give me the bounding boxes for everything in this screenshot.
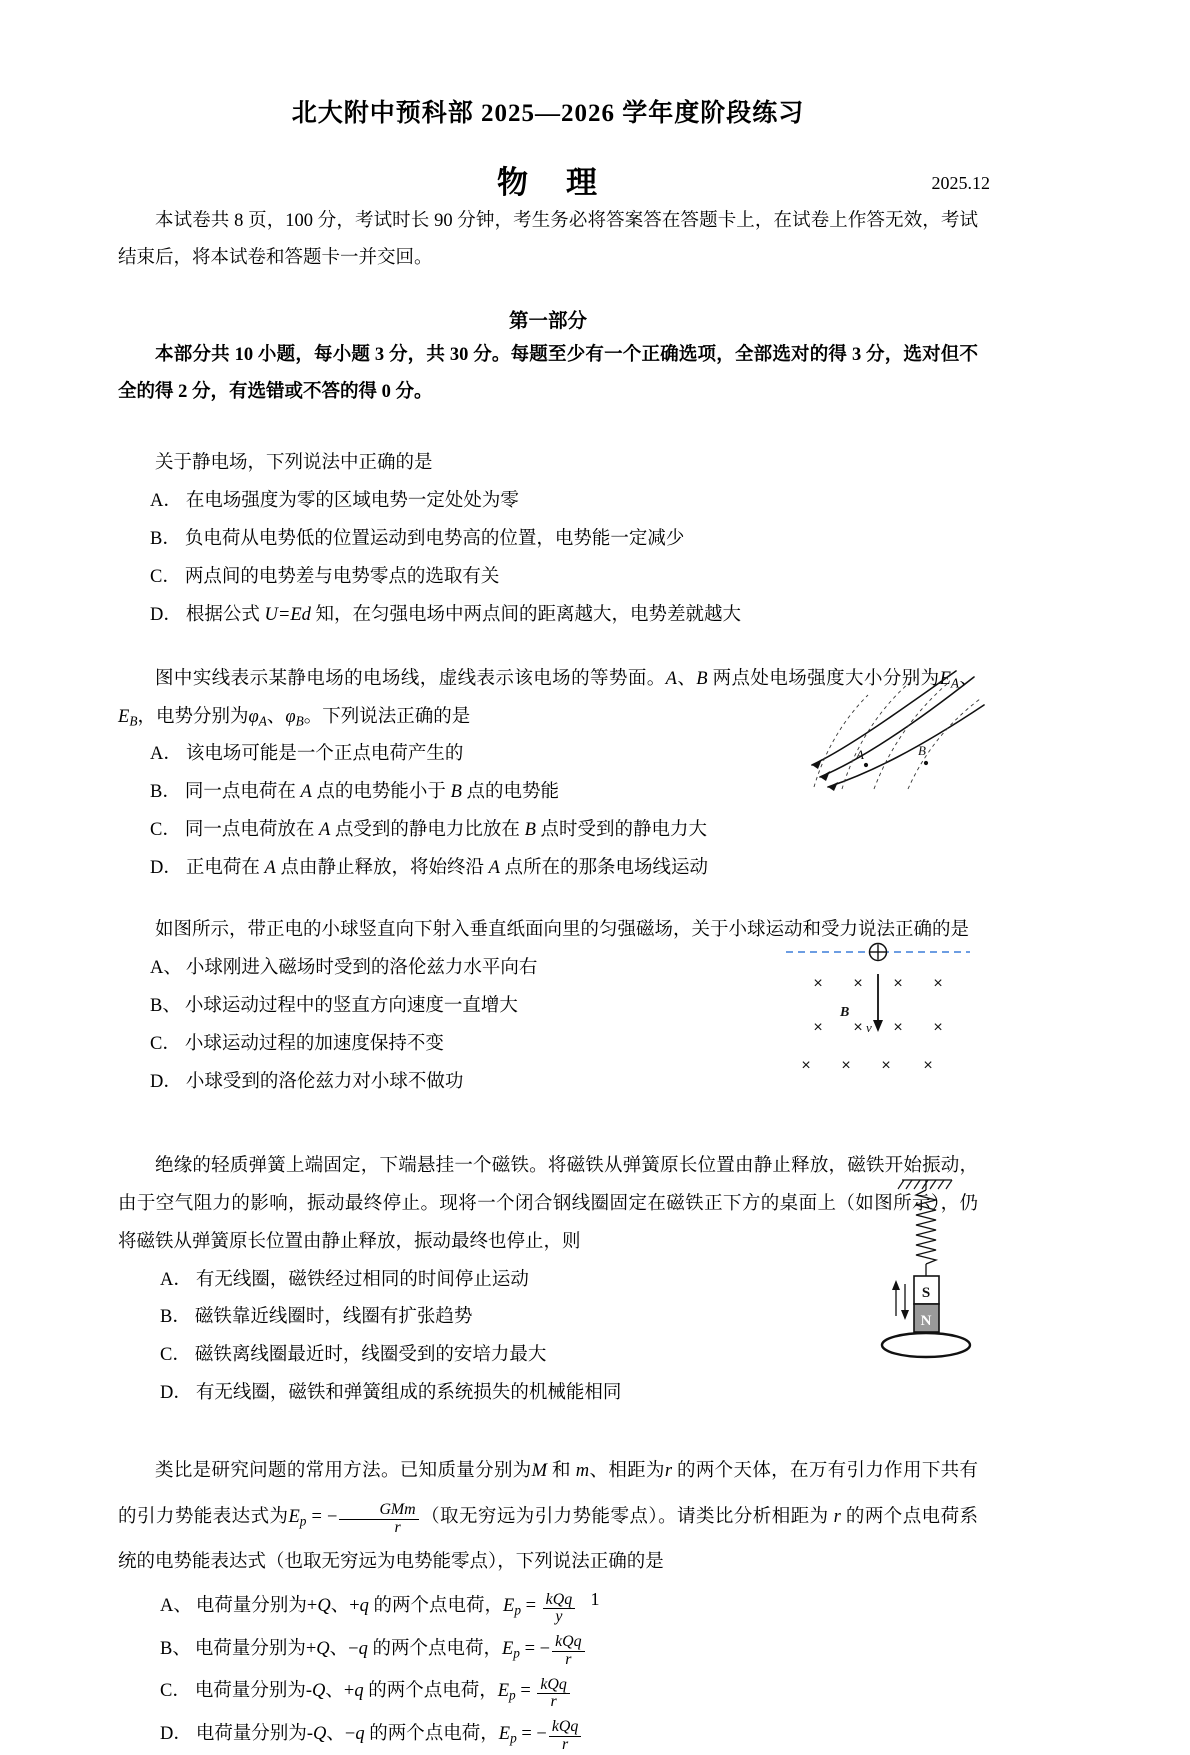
subject-name [118, 157, 978, 202]
svg-text:×: × [933, 1019, 943, 1037]
svg-text:×: × [923, 1057, 933, 1075]
question-5-option-b: B、 电荷量分别为+Q、−q 的两个点电荷，$E_p$ = − $\frac{\text{kQq}}{r}$ [118, 1628, 978, 1671]
intro-paragraph: 本试卷共 8 页，100 分，考试时长 90 分钟，考生务必将答案答在答题卡上，在试卷上作答无效，考试结束后，将本试卷和答题卡一并交回。 [118, 211, 978, 268]
svg-text:×: × [853, 975, 863, 993]
question-3-option-d: D． 小球受到的洛伦兹力对小球不做功 [150, 1071, 464, 1092]
question-1-option-c: C． 两点间的电势差与电势零点的选取有关 [150, 566, 500, 587]
question-4-option-d: D． 有无线圈，磁铁和弹簧组成的系统损失的机械能相同 [160, 1383, 622, 1404]
question-2 [118, 661, 978, 889]
page-content [118, 0, 990, 1755]
svg-text:S: S [921, 1284, 931, 1301]
question-3 [118, 912, 978, 1102]
question-5-option-d: D． 电荷量分别为-Q、−q 的两个点电荷，$E_p$ = − $\frac{\text{kQq}}{r}$ [118, 1713, 978, 1755]
question-2-stem: 图中实线表示某静电场的电场线，虚线表示该电场的等势面。A、B 两点处电场强度大小分别为$E_A$、$E_B$，电势分别为$\varphi_A$、$\varphi_B$。下列说法正确的是 [118, 668, 978, 729]
exam-date: 2025.12 [931, 173, 990, 193]
question-4-stem: 绝缘的轻质弹簧上端固定，下端悬挂一个磁铁。将磁铁从弹簧原长位置由静止释放，磁铁开始振动，由于空气阻力的影响，振动最终停止。现将一个闭合钢线圈固定在磁铁正下方的桌面上（如图所示），仍将磁铁从弹簧原长位置由静止释放，振动最终也停止，则 [118, 1155, 978, 1252]
question-3-option-b: B、 小球运动过程中的竖直方向速度一直增大 [150, 995, 518, 1016]
svg-text:A: A [856, 746, 864, 762]
svg-text:×: × [893, 1019, 903, 1037]
question-2-option-a: A． 该电场可能是一个正点电荷产生的 [150, 744, 464, 765]
svg-text:×: × [853, 1019, 863, 1037]
electric-field-lines-diagram [798, 669, 988, 789]
svg-text:N: N [920, 1312, 932, 1329]
svg-text:B: B [840, 1005, 850, 1021]
gravitational-pe-fraction: $\frac{\text{GMm}}{r}$ [339, 1502, 418, 1536]
question-4 [118, 1148, 978, 1413]
question-1-option-b: B． 负电荷从电势低的位置运动到电势高的位置，电势能一定减少 [150, 528, 685, 549]
subject-row [118, 157, 990, 203]
question-1 [118, 445, 978, 635]
question-4-option-c: C． 磁铁离线圈最近时，线圈受到的安培力最大 [160, 1345, 547, 1366]
question-1-stem: 关于静电场，下列说法中正确的是 [155, 453, 433, 473]
subject-char-1: 物 [497, 165, 530, 200]
subject-char-2: 理 [566, 165, 599, 200]
svg-text:×: × [813, 1019, 823, 1037]
section-description: 本部分共 10 小题，每小题 3 分，共 30 分。每题至少有一个正确选项，全部选对的得 3 分，选对但不全的得 2 分，有选错或不答的得 0 分。 [118, 345, 978, 402]
question-1-option-a: A． 在电场强度为零的区域电势一定处处为零 [150, 490, 519, 511]
svg-text:B: B [918, 742, 926, 758]
magnetic-field-into-page-diagram [778, 936, 978, 1076]
question-1-option-d: D． 根据公式 U=Ed 知，在匀强电场中两点间的距离越大，电势差就越大 [150, 604, 742, 625]
question-2-option-b: B． 同一点电荷在 A 点的电势能小于 B 点的电势能 [150, 782, 560, 803]
section-title: 第一部分 [508, 311, 587, 332]
question-4-option-a: A． 有无线圈，磁铁经过相同的时间停止运动 [160, 1269, 529, 1290]
question-2-option-d: D． 正电荷在 A 点由静止释放，将始终沿 A 点所在的那条电场线运动 [150, 858, 709, 879]
question-3-stem: 如图所示，带正电的小球竖直向下射入垂直纸面向里的匀强磁场，关于小球运动和受力说法正确的是 [155, 920, 970, 941]
svg-text:×: × [933, 975, 943, 993]
page-title: 北大附中预科部 2025—2026 学年度阶段练习 [291, 100, 805, 127]
spring-magnet-coil-diagram [840, 1176, 990, 1361]
question-5-option-a: A、 电荷量分别为+Q、+q 的两个点电荷，$E_p$ = $\frac{\text{kQq}}{y}$ [118, 1585, 978, 1628]
svg-text:×: × [893, 975, 903, 993]
svg-text:×: × [813, 975, 823, 993]
question-3-option-a: A、 小球刚进入磁场时受到的洛伦兹力水平向右 [150, 958, 538, 979]
page-number: 1 [590, 1589, 600, 1609]
svg-text:v: v [866, 1020, 872, 1036]
question-5-stem: 类比是研究问题的常用方法。已知质量分别为M 和 m、相距为r 的两个天体，在万有引力作用下共有的引力势能表达式为$E_p$ = − $\frac{\text{GMm}}{r}$ （取无穷远为引力势能零点）。请类比分析相距为 r 的两个点电荷系统的电势能表达式（也取无穷远为电势能零点），下列说法正确的是 [118, 1461, 979, 1572]
question-3-option-c: C． 小球运动过程的加速度保持不变 [150, 1033, 444, 1054]
question-2-option-c: C． 同一点电荷放在 A 点受到的静电力比放在 B 点时受到的静电力大 [150, 820, 708, 841]
svg-text:×: × [841, 1057, 851, 1075]
question-5-option-c: C． 电荷量分别为-Q、+q 的两个点电荷，$E_p$ = $\frac{\text{kQq}}{r}$ [118, 1670, 978, 1713]
svg-text:×: × [881, 1057, 891, 1075]
svg-text:×: × [801, 1057, 811, 1075]
question-4-option-b: B． 磁铁靠近线圈时，线圈有扩张趋势 [160, 1307, 473, 1328]
